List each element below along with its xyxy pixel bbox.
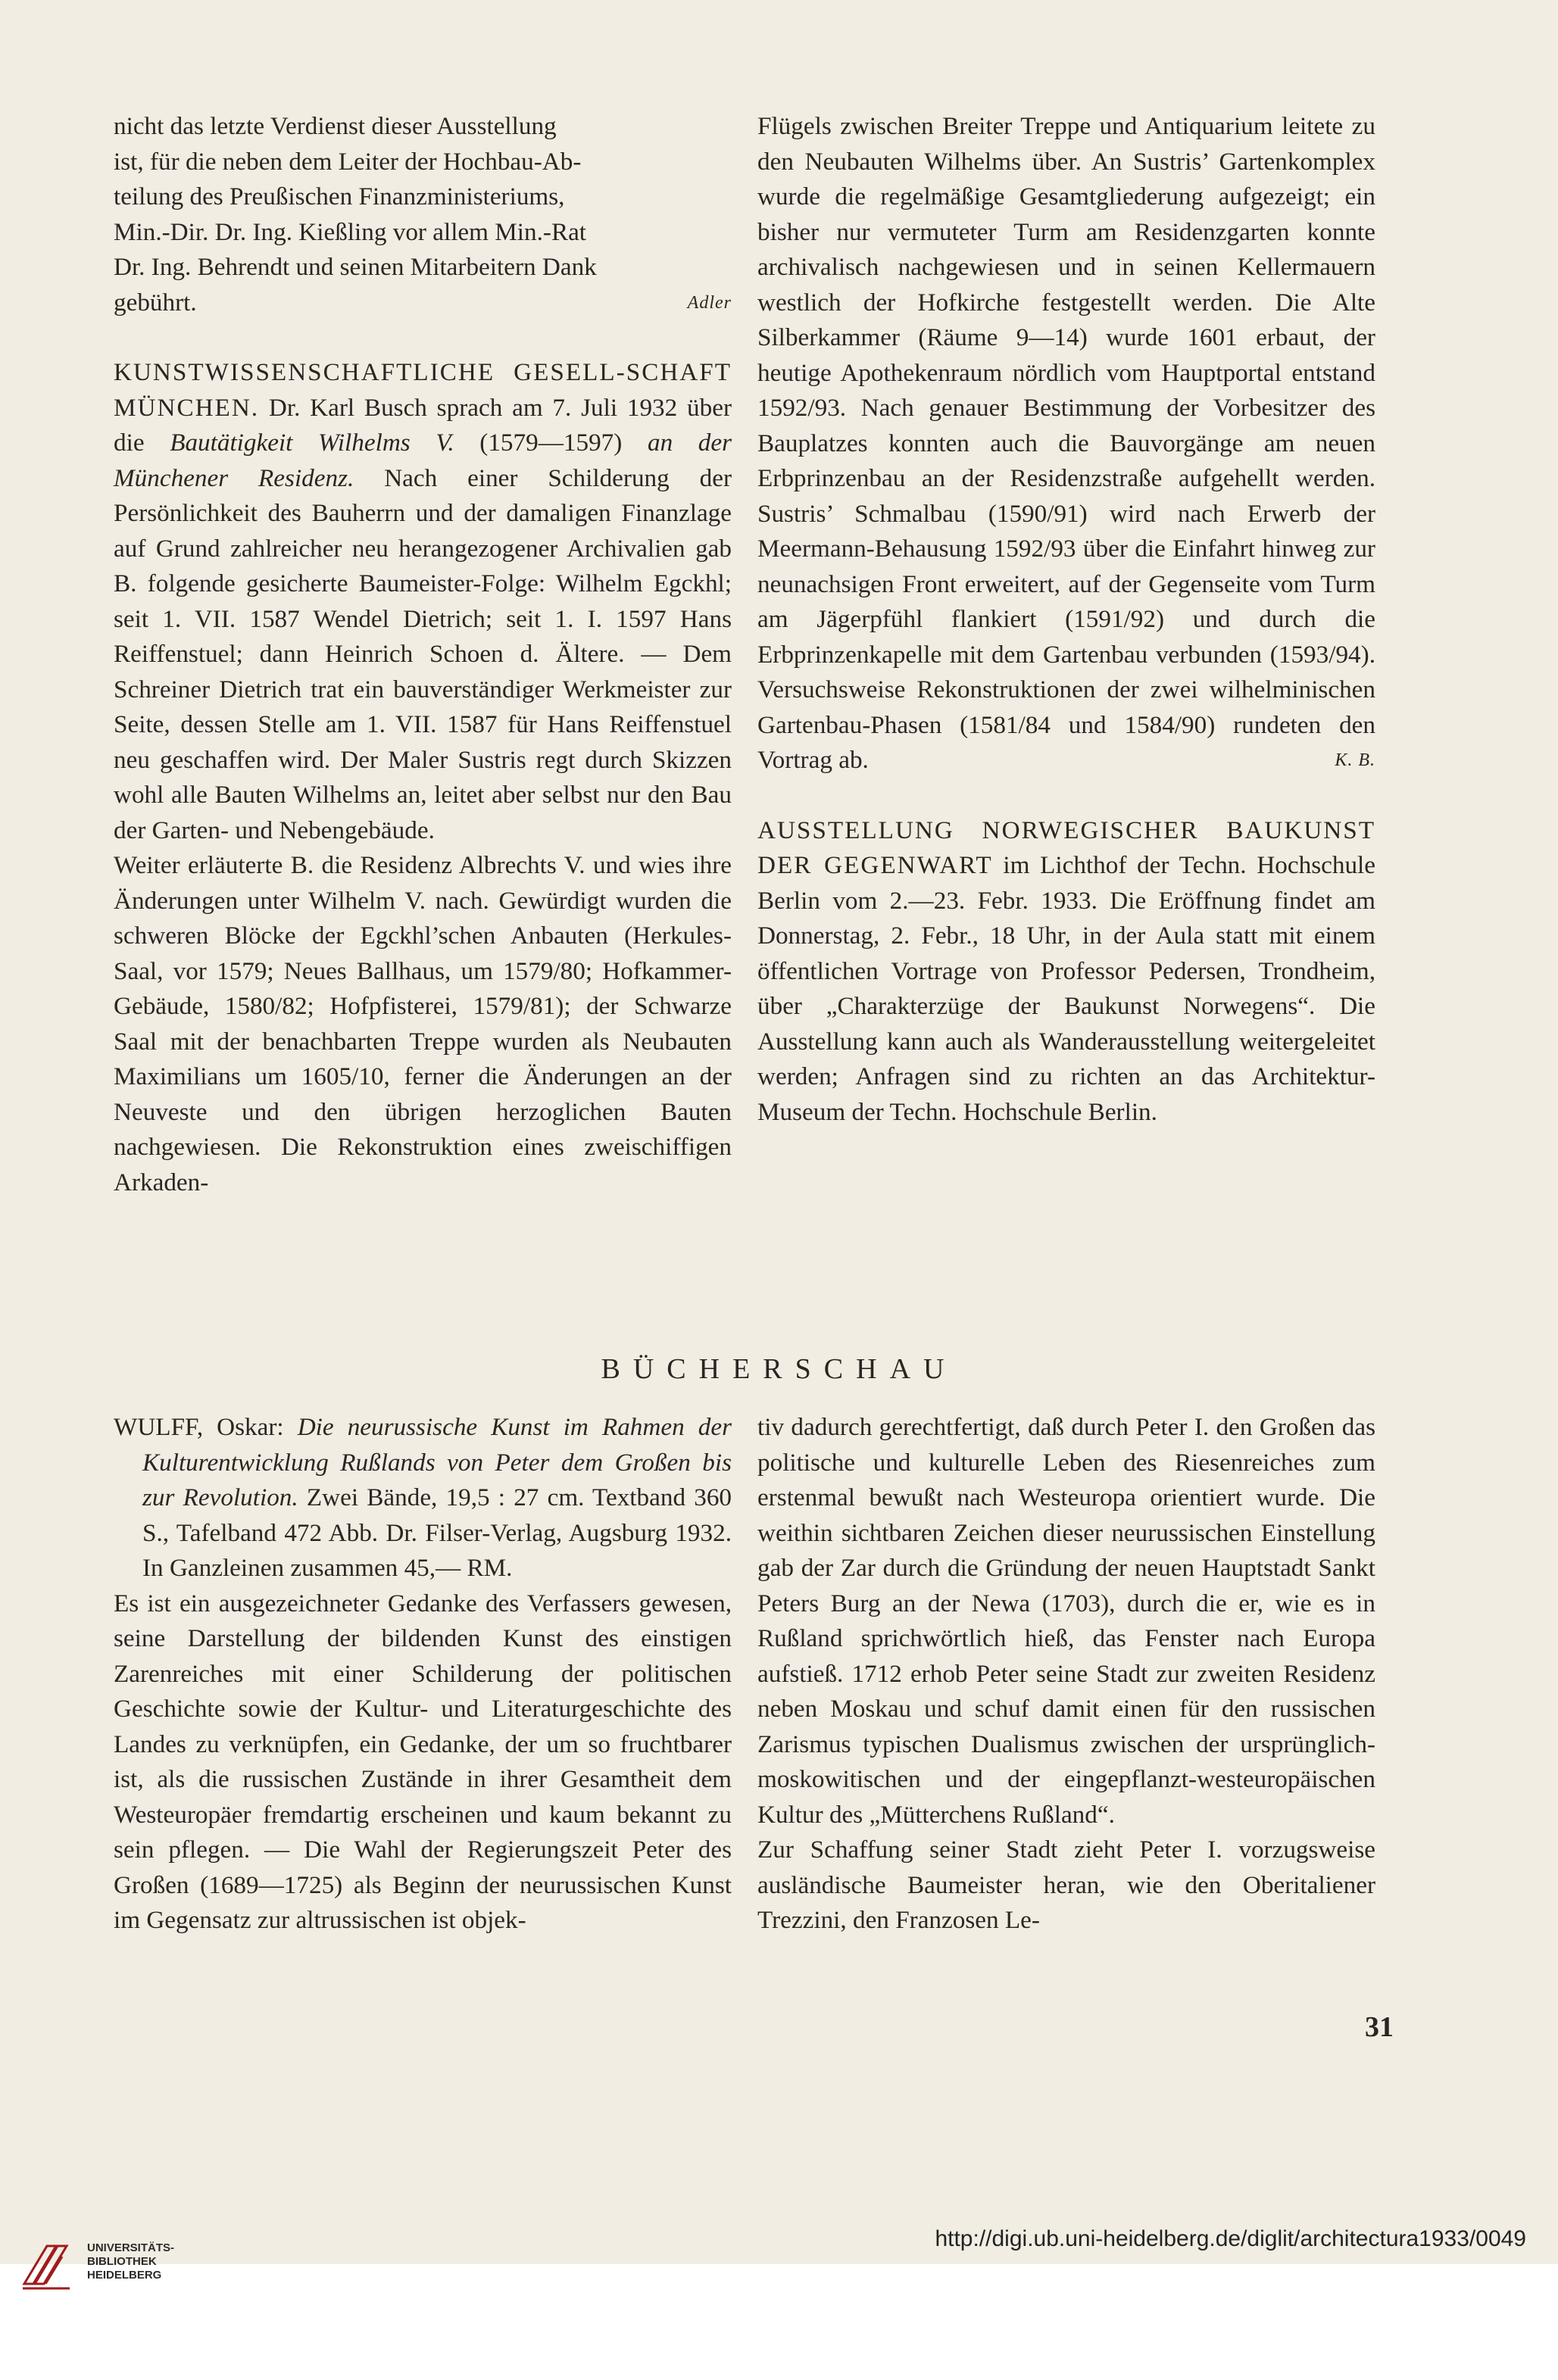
kunstwiss-paragraph-2-continued: [757, 109, 1375, 778]
library-name-line: HEIDELBERG: [87, 2269, 162, 2282]
lecture-years: (1579—1597): [479, 429, 623, 457]
lecture-title-2: an der Münchener Residenz.: [114, 429, 732, 492]
book-title: Die neurussische Kunst im Rahmen der Kulturentwicklung Rußlands von Peter dem Großen bis zur Revolution.: [142, 1413, 732, 1511]
kunstwiss-paragraph-1: [114, 355, 732, 848]
article-body: Flügels zwischen Breiter Treppe und Antiquarium leitete zu den Neubauten Wilhelms über. An Sustris’ Gartenkomplex wurde die regelmäßige Gesamtgliederung aufgezeigt; ein bisher nur vermuteter Turm am Residenzgarten konnte archivalisch nachgewiesen und in seinen Kellermauern westlich der Hofkirche festgestellt werden. Die Alte Silberkammer (Räume 9—14) wurde 1601 erbaut, der heutige Apothekenraum nördlich vom Hauptportal entstand 1592/93. Nach genauer Bestimmung der Vorbesitzer des Bauplatzes konnten auch die Bauvorgänge am neuen Erbprinzenbau an der Residenzstraße aufgehellt werden. Sustris’ Schmalbau (1590/91) wird nach Erwerb der Meermann-Behausung 1592/93 über die Einfahrt hinweg zur neunachsigen Front erweitert, auf der Gegenseite vom Turm am Jägerpfühl flankiert (1591/92) und durch die Erbprinzenkapelle mit dem Gartenbau verbunden (1593/94). Versuchsweise Rekonstruktionen der zwei wilhelminischen Gartenbau-Phasen (1581/84 und 1584/90) rundeten den Vortrag ab.: [757, 112, 1375, 774]
left-column-lower: [114, 1410, 732, 1939]
text-line: nicht das letzte Verdienst dieser Ausstellung: [114, 112, 557, 140]
review-paragraph: Es ist ein ausgezeichneter Gedanke des Verfassers gewesen, seine Darstellung der bildenden Kunst des einstigen Zarenreiches mit einer Schilderung der politischen Geschichte sowie der Kultur- und Literaturgeschichte des Landes zu verknüpfen, ein Gedanke, der um so fruchtbarer ist, als die russischen Zustände in ihrer Gesamtheit dem Westeuropäer fremdartig erscheinen und kaum bekannt zu sein pflegen. — Die Wahl der Regierungszeit Peter des Großen (1689—1725) als Beginn der neurussischen Kunst im Gegensatz zur altrussischen ist objek-: [114, 1589, 732, 1934]
article-intro: Dr. Karl Busch sprach am 7. Juli 1932 über die: [114, 393, 732, 457]
ausstellung-paragraph: [757, 813, 1375, 1131]
library-name: [87, 2241, 174, 2282]
library-name-line: BIBLIOTHEK: [87, 2255, 157, 2268]
right-column-upper: [757, 109, 1375, 1130]
author-signature: K. B.: [1335, 750, 1375, 770]
kunstwiss-paragraph-2: Weiter erläuterte B. die Residenz Albrechts V. und wies ihre Änderungen unter Wilhelm V. nach. Gewürdigt wurden die schweren Blöcke der Egckhl’schen Anbauten (Herkules-Saal, vor 1579; Neues Ballhaus, um 1579/80; Hofkammer-Gebäude, 1580/82; Hofpfisterei, 1579/81); der Schwarze Saal mit der benachbarten Treppe wurden als Neubauten Maximilians um 1605/10, ferner die Änderungen an der Neuveste und den übrigen herzoglichen Bauten nachgewiesen. Die Rekonstruktion eines zweischiffigen Arkaden-: [114, 851, 732, 1196]
article-heading: KUNSTWISSENSCHAFTLICHE GESELL-SCHAFT MÜNCHEN.: [114, 358, 732, 422]
text-line: Min.-Dir. Dr. Ing. Kießling vor allem Min.-Rat: [114, 217, 587, 246]
adler-paragraph: [114, 109, 732, 320]
review-paragraph: Zur Schaffung seiner Stadt zieht Peter I. vorzugsweise ausländische Baumeister heran, wie den Oberitaliener Trezzini, den Franzosen Le-: [757, 1836, 1375, 1934]
source-url-link[interactable]: http://digi.ub.uni-heidelberg.de/diglit/architectura1933/0049: [935, 2226, 1526, 2251]
university-library-logo-icon: [17, 2235, 76, 2294]
text-line: ist, für die neben dem Leiter der Hochbau-Ab-: [114, 147, 582, 176]
right-column-lower: [757, 1410, 1375, 1939]
article-body: im Lichthof der Techn. Hochschule Berlin vom 2.—23. Febr. 1933. Die Eröffnung findet am Donnerstag, 2. Febr., 18 Uhr, in der Aula statt mit einem öffentlichen Vortrage von Professor Pedersen, Trondheim, über „Charakterzüge der Baukunst Norwegens“. Die Ausstellung kann auch als Wanderausstellung weitergeleitet werden; Anfragen sind zu richten an das Architektur-Museum der Techn. Hochschule Berlin.: [757, 851, 1375, 1126]
page-number: 31: [1365, 2011, 1394, 2043]
book-citation: [114, 1410, 732, 1586]
book-author: WULFF, Oskar:: [114, 1413, 284, 1441]
article-heading: AUSSTELLUNG NORWEGISCHER BAUKUNST DER GEGENWART: [757, 816, 1375, 879]
text-line: teilung des Preußischen Finanzministeriums,: [114, 182, 565, 211]
section-heading: BÜCHERSCHAU: [601, 1353, 957, 1385]
text-line: gebührt.: [114, 288, 197, 317]
article-body: Nach einer Schilderung der Persönlichkeit des Bauherrn und der damaligen Finanzlage auf Grund zahlreicher neu herangezogener Archivalien gab B. folgende gesicherte Baumeister-Folge: Wilhelm Egckhl; seit 1. VII. 1587 Wendel Dietrich; seit 1. I. 1597 Hans Reiffenstuel; dann Heinrich Schoen d. Ältere. — Dem Schreiner Dietrich trat ein bauverständiger Werkmeister zur Seite, dessen Stelle am 1. VII. 1587 für Hans Reiffenstuel neu geschaffen wird. Der Maler Sustris regt durch Skizzen wohl alle Bauten Wilhelms an, leitet aber selbst nur den Bau der Garten- und Nebengebäude.: [114, 463, 732, 844]
text-line: Dr. Ing. Behrendt und seinen Mitarbeitern Dank: [114, 253, 597, 281]
digitization-footer: [0, 2226, 1558, 2380]
author-signature: Adler: [687, 292, 732, 313]
library-name-line: UNIVERSITÄTS-: [87, 2241, 175, 2254]
lecture-title: Bautätigkeit Wilhelms V.: [170, 429, 454, 457]
left-column-upper: [114, 109, 732, 1200]
review-paragraph: tiv dadurch gerechtfertigt, daß durch Peter I. den Großen das politische und kulturelle Leben des Riesenreiches zum erstenmal bewußt nach Westeuropa orientiert wurde. Die weithin sichtbaren Zeichen dieser neurussischen Einstellung gab der Zar durch die Gründung der neuen Hauptstadt Sankt Peters Burg an der Newa (1703), durch die er, wie es in Rußland sprichwörtlich hieß, das Fenster nach Europa aufstieß. 1712 erhob Peter seine Stadt zur zweiten Residenz neben Moskau und schuf damit einen für den russischen Zarismus typischen Dualismus zwischen der ursprünglich-moskowitischen und der eingepflanzt-westeuropäischen Kultur des „Mütterchens Rußland“.: [757, 1413, 1375, 1829]
book-details: Zwei Bände, 19,5 : 27 cm. Textband 360 S., Tafelband 472 Abb. Dr. Filser-Verlag, Augsburg 1932. In Ganzleinen zusammen 45,— RM.: [142, 1483, 732, 1582]
